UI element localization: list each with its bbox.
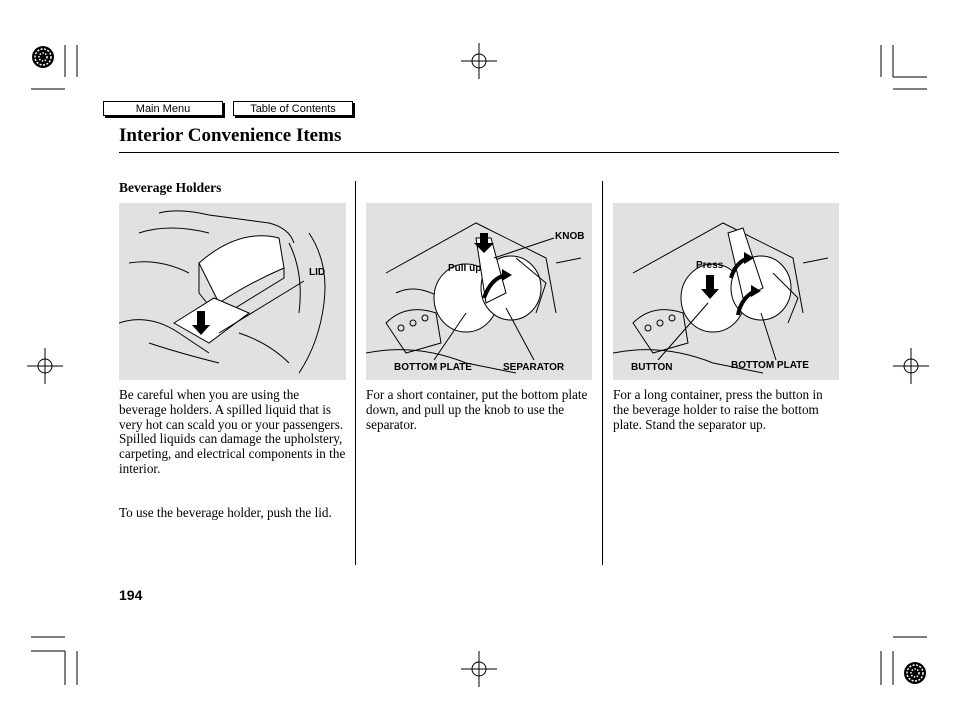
col1-paragraph-warning: Be careful when you are using the beverage holders. A spilled liquid that is very hot can scald you or your passengers. Spilled liquids can damage the upholstery, carpeting, and electrical components in the interior. (119, 387, 346, 476)
knob-label: KNOB (555, 231, 585, 242)
col1-paragraph-use: To use the beverage holder, push the lid. (119, 505, 332, 520)
page-number: 194 (119, 587, 143, 603)
page-title: Interior Convenience Items (119, 125, 342, 146)
cupholder-button-illustration (613, 203, 839, 380)
armrest-illustration (119, 203, 346, 380)
title-rule (119, 152, 839, 153)
separator-label: SEPARATOR (503, 362, 565, 373)
bottom-plate-label: BOTTOM PLATE (394, 362, 472, 373)
section-heading: Beverage Holders (119, 180, 222, 195)
bottom-plate-label: BOTTOM PLATE (731, 360, 809, 371)
table-of-contents-button[interactable]: Table of Contents (233, 101, 353, 116)
col3-paragraph: For a long container, press the button in the beverage holder to raise the bottom plate. Stand the separator up. (613, 387, 823, 432)
pull-up-label: Pull up (448, 263, 482, 274)
lid-label: LID (309, 267, 326, 278)
cupholder-separator-illustration (366, 203, 592, 380)
col2-paragraph: For a short container, put the bottom plate down, and pull up the knob to use the separator. (366, 387, 588, 432)
main-menu-button[interactable]: Main Menu (103, 101, 223, 116)
column-divider-1 (355, 181, 356, 565)
press-label: Press (696, 260, 724, 271)
button-label: BUTTON (631, 362, 673, 373)
figure-armrest-lid (119, 203, 346, 380)
column-divider-2 (602, 181, 603, 565)
figure-short-container (366, 203, 592, 380)
figure-long-container (613, 203, 839, 380)
